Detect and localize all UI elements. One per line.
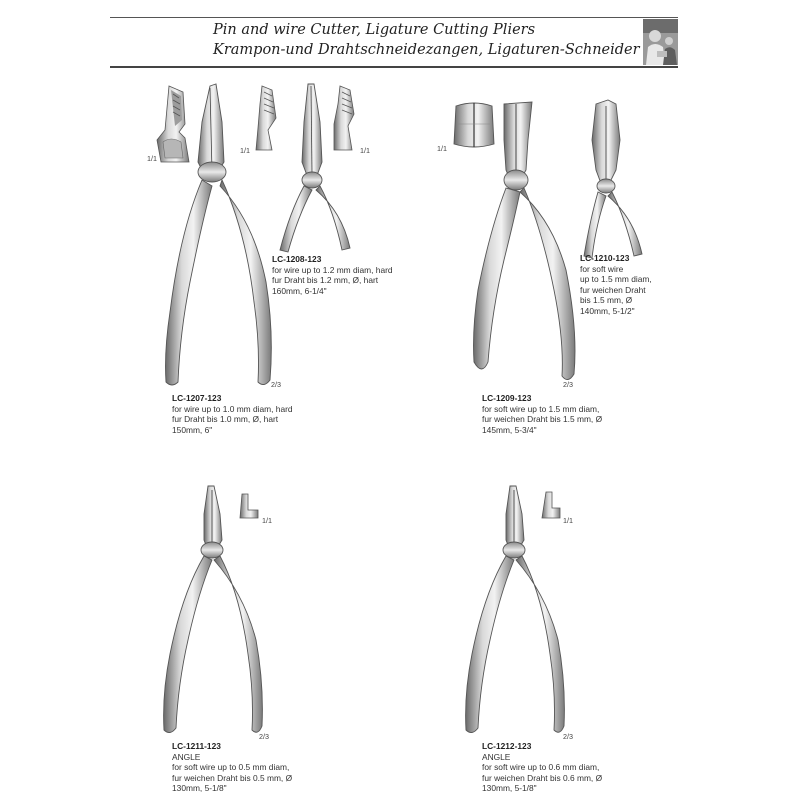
product-line: for wire up to 1.2 mm diam, hard [272,264,393,275]
product-line: 130mm, 5-1/8" [482,783,537,794]
product-line: fur weichen Draht bis 0.6 mm, Ø [482,772,603,783]
scale-label: 2/3 [563,732,573,741]
pliers-image-lc1207 [150,82,270,392]
header-title-english: Pin and wire Cutter, Ligature Cutting Pliers [213,22,536,38]
scale-label: 1/1 [147,154,157,163]
pliers-image-lc1211 [156,484,260,736]
product-line: 145mm, 5-3/4" [482,424,537,435]
product-description-lc1209 [482,393,602,435]
product-code: LC-1210-123 [580,253,630,263]
product-description-lc1207 [172,393,293,435]
header-top-rule [110,17,678,18]
product-line: for soft wire [580,263,624,274]
product-line: for wire up to 1.0 mm diam, hard [172,403,293,414]
product-code: LC-1209-123 [482,393,532,403]
product-line: 130mm, 5-1/8" [172,783,227,794]
product-line: for soft wire up to 0.6 mm diam, [482,762,600,773]
product-code: LC-1212-123 [482,741,532,751]
scale-label: 1/1 [360,146,370,155]
product-description-lc1211 [172,741,292,794]
header-bottom-rule [110,66,678,68]
product-line: 150mm, 6" [172,424,213,435]
product-code: LC-1211-123 [172,741,221,751]
product-code: LC-1208-123 [272,254,322,264]
header-photo [643,19,678,65]
product-code: LC-1207-123 [172,393,222,403]
pliers-image-lc1210 [582,100,642,260]
product-line: fur Draht bis 1.2 mm, Ø, hart [272,275,379,286]
product-description-lc1208 [272,254,393,296]
product-subtitle: ANGLE [482,751,511,762]
scale-label: 1/1 [240,146,250,155]
scale-label: 1/1 [437,144,447,153]
product-line: for soft wire up to 1.5 mm diam, [482,403,600,414]
scale-label: 2/3 [563,380,573,389]
product-line: fur weichen Draht [580,284,646,295]
pliers-image-lc1212 [458,484,562,736]
product-line: fur weichen Draht bis 1.5 mm, Ø [482,414,603,425]
scale-label: 1/1 [262,516,272,525]
tip-detail-image-lc1208-side [330,84,356,152]
product-line: up to 1.5 mm diam, [580,274,652,285]
pliers-image-lc1209 [470,100,580,390]
header-title-german: Krampon-und Drahtschneidezangen, Ligaturen-Schneider [213,42,640,58]
tip-detail-image-lc1212 [540,490,562,520]
product-line: 160mm, 6-1/4" [272,285,327,296]
product-description-lc1210 [580,253,652,317]
scale-label: 2/3 [259,732,269,741]
product-subtitle: ANGLE [172,751,201,762]
scale-label: 1/1 [563,516,573,525]
product-line: 140mm, 5-1/2" [580,305,635,316]
product-line: for soft wire up to 0.5 mm diam, [172,762,290,773]
product-line: fur Draht bis 1.0 mm, Ø, hart [172,414,279,425]
product-line: fur weichen Draht bis 0.5 mm, Ø [172,772,293,783]
product-description-lc1212 [482,741,602,794]
product-line: bis 1.5 mm, Ø [580,295,633,306]
scale-label: 2/3 [271,380,281,389]
tip-detail-image-lc1211 [238,492,260,520]
